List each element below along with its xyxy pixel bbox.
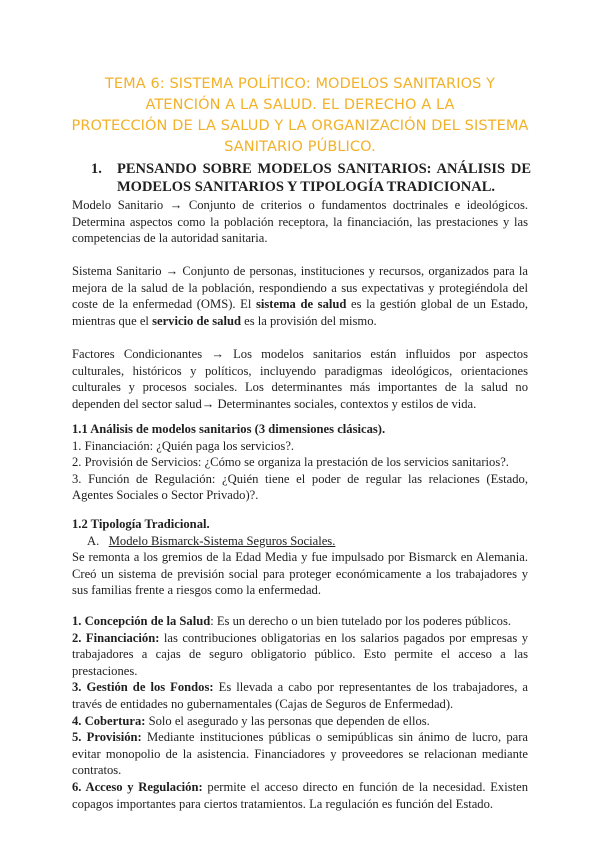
feature-text: : Es un derecho o un bien tutelado por los poderes públicos. (210, 614, 512, 628)
section-1-1-item-3: 3. Función de Regulación: ¿Quién tiene el poder de regular las relaciones (Estado, Agentes Sociales o Sector Privado)?. (72, 471, 528, 503)
subsection-a-title: Modelo Bismarck-Sistema Seguros Sociales. (108, 533, 336, 548)
feature-label: 2. Financiación: (72, 630, 160, 645)
sistema-de-salud-term: sistema de salud (255, 297, 347, 312)
title-line-2: PROTECCIÓN DE LA SALUD Y LA ORGANIZACIÓN DEL SISTEMA SANITARIO PÚBLICO. (71, 118, 529, 155)
feature-label: 4. Cobertura: (72, 713, 146, 728)
feature-item (72, 729, 528, 779)
sistema-sanitario-paragraph (72, 263, 528, 329)
feature-item (72, 613, 528, 630)
section-1-number: 1. (91, 161, 102, 177)
feature-text: Es llevada a cabo por representantes de los trabajadores, a través de entidades no gubernamentales (Cajas de Seguros de Enfermedad). (72, 680, 528, 711)
section-1-2 (72, 516, 528, 599)
feature-text: Solo el asegurado y las personas que dependen de ellos. (145, 713, 430, 728)
modelo-sanitario-paragraph: Modelo Sanitario → Conjunto de criterios o fundamentos doctrinales e ideológicos. Determina aspectos como la población receptora, la financiación, las prestaciones y las competencias de la autoridad sanitaria. (72, 198, 528, 246)
section-1-title: PENSANDO SOBRE MODELOS SANITARIOS: ANÁLISIS DE MODELOS SANITARIOS Y TIPOLOGÍA TRADICIONAL. (117, 161, 531, 195)
sistema-text-c: es la gestión global de un Estado, mientras que el (72, 297, 529, 328)
sistema-text-a: Sistema Sanitario → Conjunto de personas, instituciones y recursos, organizados para la mejora de la salud de la población, respondiendo a sus expectativas y protegiéndola del coste de la enfermedad (OMS). El (72, 264, 528, 312)
feature-list (72, 613, 528, 812)
feature-item (72, 679, 528, 712)
servicio-de-salud-term: servicio de salud (152, 313, 241, 328)
section-1-1-item-2: 2. Provisión de Servicios: ¿Cómo se organiza la prestación de los servicios sanitarios?. (72, 455, 509, 470)
section-1-1-item-1: 1. Financiación: ¿Quién paga los servicios?. (72, 438, 295, 453)
section-1-2-heading: 1.2 Tipología Tradicional. (72, 517, 210, 531)
feature-label: 3. Gestión de los Fondos: (72, 680, 214, 695)
section-1-1-heading: 1.1 Análisis de modelos sanitarios (3 dimensiones clásicas). (72, 422, 386, 436)
title-line-1: TEMA 6: SISTEMA POLÍTICO: MODELOS SANITARIOS Y ATENCIÓN A LA SALUD. EL DERECHO A LA (104, 76, 496, 113)
subsection-a-letter: A. (87, 533, 100, 548)
factores-paragraph: Factores Condicionantes → Los modelos sanitarios están influidos por aspectos culturales, históricos y políticos, incluyendo paradigmas ideológicos, orientaciones culturales y procesos sociales. Los determinantes más importantes de la salud no dependen del sector salud→ Determinantes sociales, contextos y estilos de vida. (72, 347, 528, 411)
feature-text: Mediante instituciones públicas o semipúblicas sin ánimo de lucro, para evitar monopolio de la asistencia. Financiadores y proveedores se relacionan mediante contratos. (72, 730, 528, 778)
feature-text: permite el acceso directo en función de la necesidad. Existen copagos importantes para ciertos tratamientos. La regulación es función del Estado. (72, 779, 529, 811)
feature-item (72, 713, 528, 730)
document-title (70, 74, 530, 158)
feature-label: 6. Acceso y Regulación: (72, 779, 203, 794)
feature-label: 1. Concepción de la Salud (72, 614, 211, 628)
feature-text: las contribuciones obligatorias en los salarios pagados por empresas y trabajadores a cajas de seguro obligatorio público. Esto permite el acceso a las prestaciones. (72, 630, 528, 678)
feature-item (72, 630, 528, 680)
sistema-text-e: es la provisión del mismo. (240, 313, 377, 328)
section-1-1 (72, 421, 528, 504)
subsection-a (72, 533, 528, 550)
feature-label: 5. Provisión: (72, 730, 142, 745)
feature-item (72, 779, 528, 812)
bismarck-intro: Se remonta a los gremios de la Edad Media y fue impulsado por Bismarck en Alemania. Creó un sistema de previsión social para proteger económicamente a los trabajadores y sus familias frente a riesgos como la enfermedad. (72, 550, 528, 598)
